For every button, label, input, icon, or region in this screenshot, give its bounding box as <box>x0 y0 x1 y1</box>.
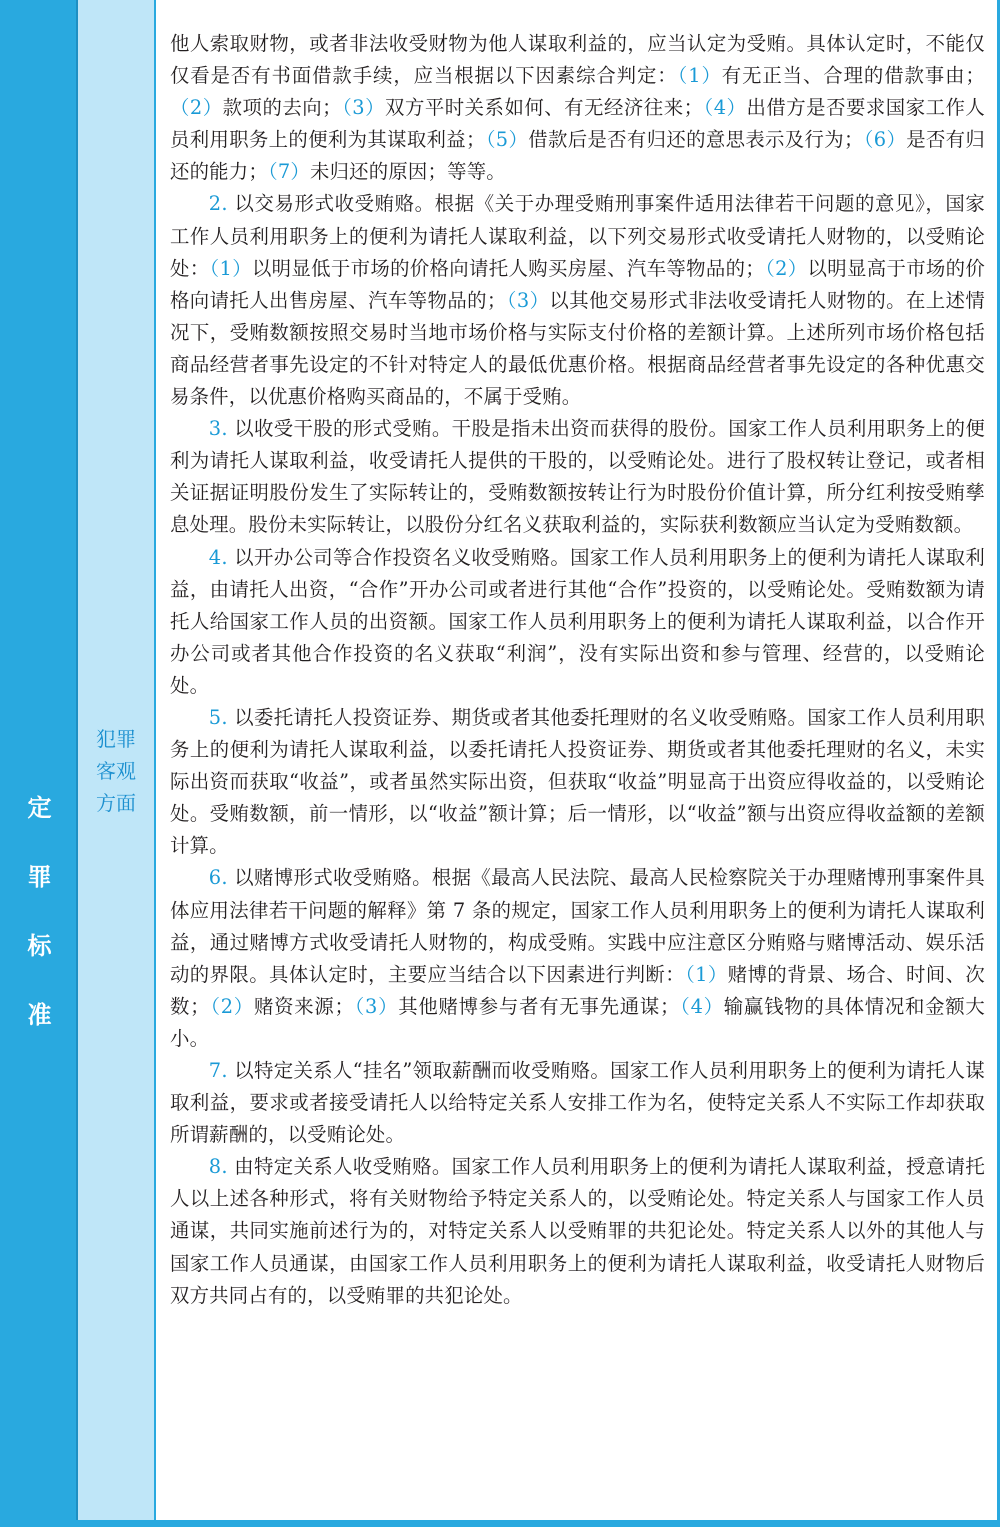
body-paragraph <box>170 1055 985 1151</box>
paragraph-text: 其他赌博参与者有无事先通谋； <box>398 994 680 1018</box>
paragraph-text: 出借方是否要求国家工作人员利用职务上的便利为其谋取利益； <box>170 96 985 152</box>
paragraph-text: 未归还的原因；等等。 <box>309 160 506 184</box>
paragraph-text: 以开办公司等合作投资名义收受贿赂。国家工作人员利用职务上的便利为请托人谋取利益，由请托人出资，“合作”开办公司或者进行其他“合作”投资的，以受贿论处。受贿数额为请托人给国家工作人员的出资额。国家工作人员利用职务上的便利为请托人谋取利益，以合作开办公司或者其他合作投资的名义获取“利润”，没有实际出资和参与管理、经营的，以受贿论处。 <box>170 545 985 697</box>
item-number: 2. <box>208 192 235 216</box>
item-number: （7） <box>267 160 310 184</box>
item-number: （4） <box>703 96 747 120</box>
item-number: （2） <box>170 96 223 120</box>
item-number: （3） <box>354 994 399 1018</box>
paragraph-text: 由特定关系人收受贿赂。国家工作人员利用职务上的便利为请托人谋取利益，授意请托人以上述各种形式，将有关财物给予特定关系人的，以受贿论处。特定关系人与国家工作人员通谋，共同实施前述行为的，对特定关系人以受贿罪的共犯论处。特定关系人以外的其他人与国家工作人员通谋，由国家工作人员利用职务上的便利为请托人谋取利益，收受请托人财物后双方共同占有的，以受贿罪的共犯论处。 <box>170 1155 985 1307</box>
body-text-column <box>156 0 997 1524</box>
item-number: （3） <box>341 96 386 120</box>
body-paragraph <box>170 542 985 702</box>
item-number: （4） <box>679 994 724 1018</box>
body-paragraph <box>170 413 985 541</box>
item-number: 7. <box>208 1059 235 1082</box>
item-number: （6） <box>863 128 907 152</box>
body-paragraph <box>170 862 985 1055</box>
paragraph-text: 借款后是否有归还的意思表示及行为； <box>528 128 864 152</box>
item-number: 3. <box>208 417 235 441</box>
paragraph-text: 以委托请托人投资证券、期货或者其他委托理财的名义收受贿赂。国家工作人员利用职务上的便利为请托人谋取利益，以委托请托人投资证券、期货或者其他委托理财的名义，未实际出资而获取“收益”，或者虽然实际出资，但获取“收益”明显高于出资应得收益的，以受贿论处。受贿数额，前一情形，以“收益”额计算；后一情形，以“收益”额与出资应得收益额的差额计算。 <box>170 705 985 858</box>
item-number: （2） <box>209 994 254 1018</box>
item-number: 6. <box>208 866 235 890</box>
paragraph-text: 赌资来源； <box>253 994 355 1018</box>
item-number: （1） <box>685 962 728 986</box>
body-paragraph <box>170 702 985 862</box>
body-paragraph <box>170 1151 985 1311</box>
category-char: 定 <box>27 794 52 822</box>
paragraph-text: 以明显高于市场的价格向请托人出售房屋、汽车等物品的； <box>170 256 985 312</box>
paragraph-text: 以收受干股的形式受贿。干股是指未出资而获得的股份。国家工作人员利用职务上的便利为请托人谋取利益，收受请托人提供的干股的，以受贿论处。进行了股权转让登记，或者相关证据证明股份发生了实际转让的，受贿数额按转让行为时股份价值计算，所分红利按受贿孳息处理。股份未实际转让，以股份分红名义获取利益的，实际获利数额应当认定为受贿数额。 <box>170 417 985 537</box>
subcategory-label: 犯罪客观方面 <box>96 727 136 815</box>
paragraph-text: 输赢钱物的具体情况和金额大小。 <box>170 994 985 1050</box>
paragraph-text: 他人索取财物，或者非法收受财物为他人谋取利益的，应当认定为受贿。具体认定时，不能仅仅看是否有书面借款手续，应当根据以下因素综合判定： <box>170 32 985 88</box>
category-column <box>3 0 78 1524</box>
bottom-border <box>3 1520 997 1524</box>
item-number: （1） <box>677 64 722 88</box>
body-paragraph <box>170 28 985 188</box>
category-char: 准 <box>27 1001 52 1029</box>
paragraph-text: 以赌博形式收受贿赂。根据《最高人民法院、最高人民检察院关于办理赌博刑事案件具体应用法律若干问题的解释》第 7 条的规定，国家工作人员利用职务上的便利为请托人谋取利益，通过赌博方式收受请托人财物的，构成受贿。实践中应注意区分贿赂与赌博活动、娱乐活动的界限。具体认定时，主要应当结合以下因素进行判断： <box>170 866 985 986</box>
item-number: 4. <box>208 545 235 569</box>
item-number: 5. <box>208 705 235 729</box>
item-number: （1） <box>209 256 252 280</box>
category-char: 标 <box>27 932 52 960</box>
paragraph-text: 双方平时关系如何、有无经济往来； <box>385 96 704 120</box>
category-label <box>28 774 52 1050</box>
subcategory-column <box>78 0 156 1524</box>
category-char: 罪 <box>27 863 52 891</box>
paragraph-text: 以明显低于市场的价格向请托人购买房屋、汽车等物品的； <box>251 256 765 280</box>
item-number: （5） <box>485 128 529 152</box>
item-number: （3） <box>506 288 550 312</box>
paragraph-text: 是否有归还的能力； <box>170 128 985 184</box>
paragraph-text: 以其他交易形式非法收受请托人财物的。在上述情况下，受贿数额按照交易时当地市场价格与实际支付价格的差额计算。上述所列市场价格包括商品经营者事先设定的不针对特定人的最低优惠价格。根据商品经营者事先设定的各种优惠交易条件，以优惠价格购买商品的，不属于受贿。 <box>170 288 985 409</box>
item-number: 8. <box>208 1155 235 1179</box>
paragraph-text: 赌博的背景、场合、时间、次数； <box>170 962 985 1018</box>
paragraph-text: 以交易形式收受贿赂。根据《关于办理受贿刑事案件适用法律若干问题的意见》，国家工作人员利用职务上的便利为请托人谋取利益，以下列交易形式收受请托人财物的，以受贿论处： <box>170 192 986 280</box>
item-number: （2） <box>764 256 808 280</box>
paragraph-text: 有无正当、合理的借款事由； <box>721 64 985 88</box>
paragraph-text: 款项的去向； <box>222 96 342 120</box>
paragraph-text: 以特定关系人“挂名”领取薪酬而收受贿赂。国家工作人员利用职务上的便利为请托人谋取利益，要求或者接受请托人以给特定关系人安排工作为名，使特定关系人不实际工作却获取所谓薪酬的，以受贿论处。 <box>170 1059 986 1147</box>
body-paragraph <box>170 188 985 413</box>
